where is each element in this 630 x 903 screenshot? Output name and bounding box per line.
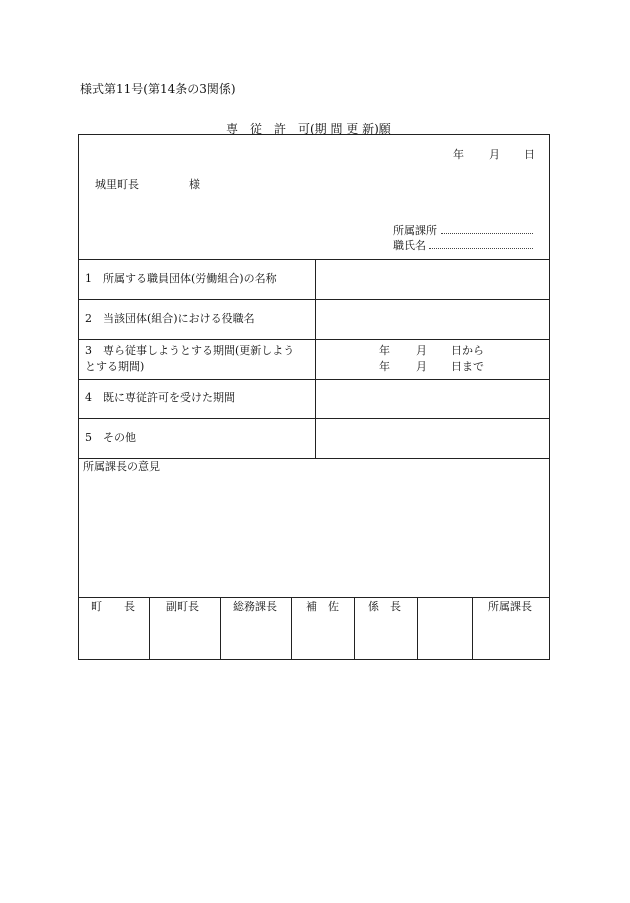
row-1-label: 1 所属する職員団体(労働組合)の名称 <box>85 272 277 285</box>
row-5-value[interactable] <box>316 419 549 458</box>
opinion-field[interactable] <box>79 476 549 596</box>
name-label: 職氏名 <box>393 239 426 252</box>
row-2-value[interactable] <box>316 300 549 339</box>
date-year-label: 年 <box>453 148 464 161</box>
approval-dept-chief: 所属課長 <box>488 600 532 613</box>
row-5-label: 5 その他 <box>85 431 136 444</box>
approval-assistant: 補 佐 <box>306 600 339 613</box>
name-field[interactable] <box>429 248 533 249</box>
form-title: 専 従 許 可(期 間 更 新)願 <box>226 122 391 136</box>
approval-deputy-mayor: 副町長 <box>166 600 199 613</box>
row-1-value[interactable] <box>316 260 549 299</box>
row-3-label-line2: とする期間) <box>85 360 145 373</box>
period-to-year: 年 <box>379 360 390 373</box>
period-to-month: 月 <box>416 360 427 373</box>
row-4-value[interactable] <box>316 380 549 418</box>
dept-label: 所属課所 <box>393 224 437 237</box>
form-number: 様式第11号(第14条の3関係) <box>80 82 236 96</box>
period-from-day: 日から <box>451 344 484 357</box>
period-to-day: 日まで <box>451 360 484 373</box>
opinion-label: 所属課長の意見 <box>83 460 160 473</box>
date-month-label: 月 <box>489 148 500 161</box>
period-from-month: 月 <box>416 344 427 357</box>
date-day-label: 日 <box>524 148 535 161</box>
row-4-label: 4 既に専従許可を受けた期間 <box>85 391 235 404</box>
row-2-label: 2 当該団体(組合)における役職名 <box>85 312 255 325</box>
addressee-honorific: 様 <box>189 178 200 191</box>
approval-mayor: 町 長 <box>91 600 135 613</box>
row-3-label-line1: 3 専ら従事しようとする期間(更新しよう <box>85 344 295 357</box>
approval-general-affairs-chief: 総務課長 <box>233 600 277 613</box>
period-from-year: 年 <box>379 344 390 357</box>
addressee: 城里町長 <box>95 178 139 191</box>
dept-field[interactable] <box>441 233 533 234</box>
approval-section-chief: 係 長 <box>368 600 401 613</box>
